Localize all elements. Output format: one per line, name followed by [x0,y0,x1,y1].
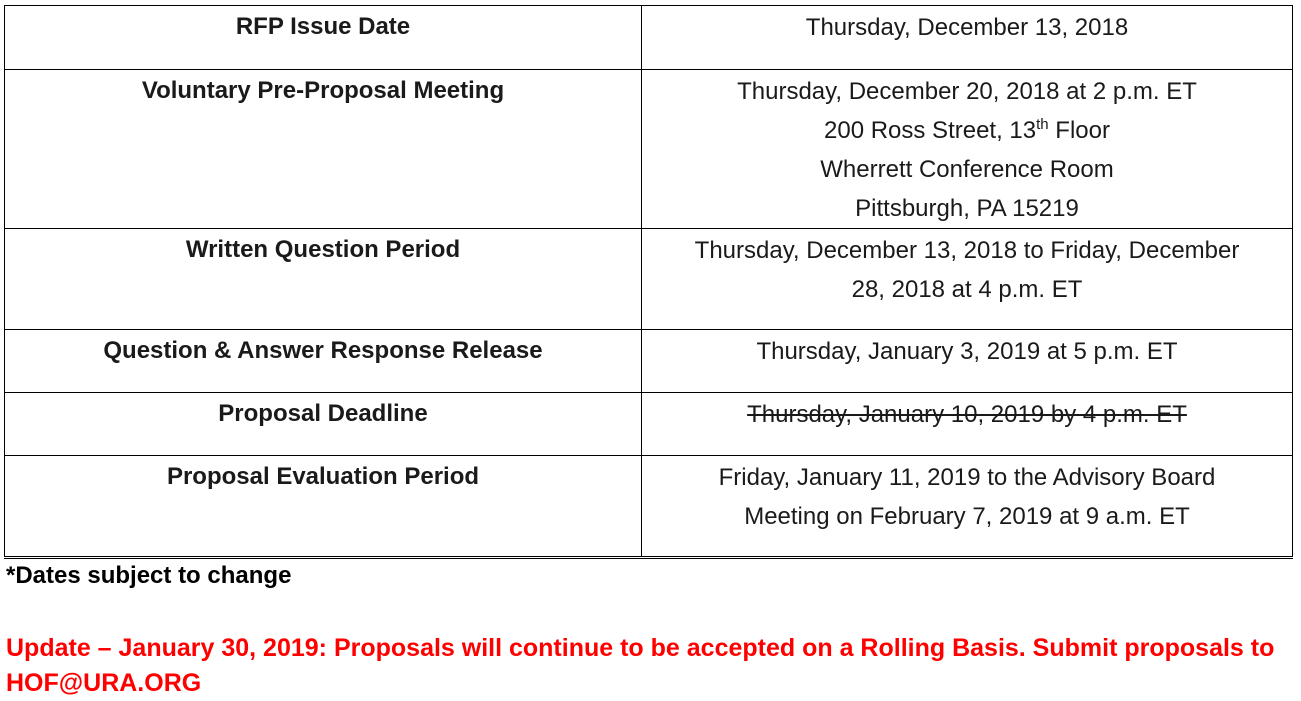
row-value [642,229,1293,330]
value-line: Wherrett Conference Room [820,156,1114,183]
value-line: Friday, January 11, 2019 to the Advisory Board [718,464,1216,491]
value-line: Thursday, January 3, 2019 at 5 p.m. ET [756,338,1178,365]
row-value [642,456,1293,558]
row-value [642,6,1293,70]
ordinal-suffix: th [1036,116,1049,133]
row-label: Question & Answer Response Release [5,330,642,393]
table-row [5,456,1293,558]
schedule-table [4,5,1293,559]
dates-note: *Dates subject to change [6,562,292,589]
row-value [642,70,1293,229]
table-row [5,393,1293,456]
row-value [642,393,1293,456]
update-notice [6,631,1276,701]
row-label: Proposal Deadline [5,393,642,456]
table-row [5,229,1293,330]
row-label: Voluntary Pre-Proposal Meeting [5,70,642,229]
value-line: Thursday, December 13, 2018 [805,14,1129,41]
table-row [5,6,1293,70]
row-value [642,330,1293,393]
row-label: RFP Issue Date [5,6,642,70]
value-line: Meeting on February 7, 2019 at 9 a.m. ET [744,503,1190,530]
email-link[interactable]: HOF@URA.ORG [6,669,202,697]
value-line: Thursday, December 13, 2018 to Friday, December [694,237,1240,264]
value-line: 28, 2018 at 4 p.m. ET [851,276,1083,303]
value-line [650,111,1284,150]
row-label: Proposal Evaluation Period [5,456,642,558]
address-street: 200 Ross Street, 13 [824,117,1037,144]
update-text: Update – January 30, 2019: Proposals will continue to be accepted on a Rolling Basis. Submit proposals to [6,634,1275,662]
table-row [5,70,1293,229]
table-row [5,330,1293,393]
address-floor: Floor [1048,117,1110,144]
value-line: Pittsburgh, PA 15219 [855,195,1079,222]
value-line: Thursday, December 20, 2018 at 2 p.m. ET [737,78,1197,105]
row-label: Written Question Period [5,229,642,330]
struck-value-line: Thursday, January 10, 2019 by 4 p.m. ET [747,401,1187,428]
